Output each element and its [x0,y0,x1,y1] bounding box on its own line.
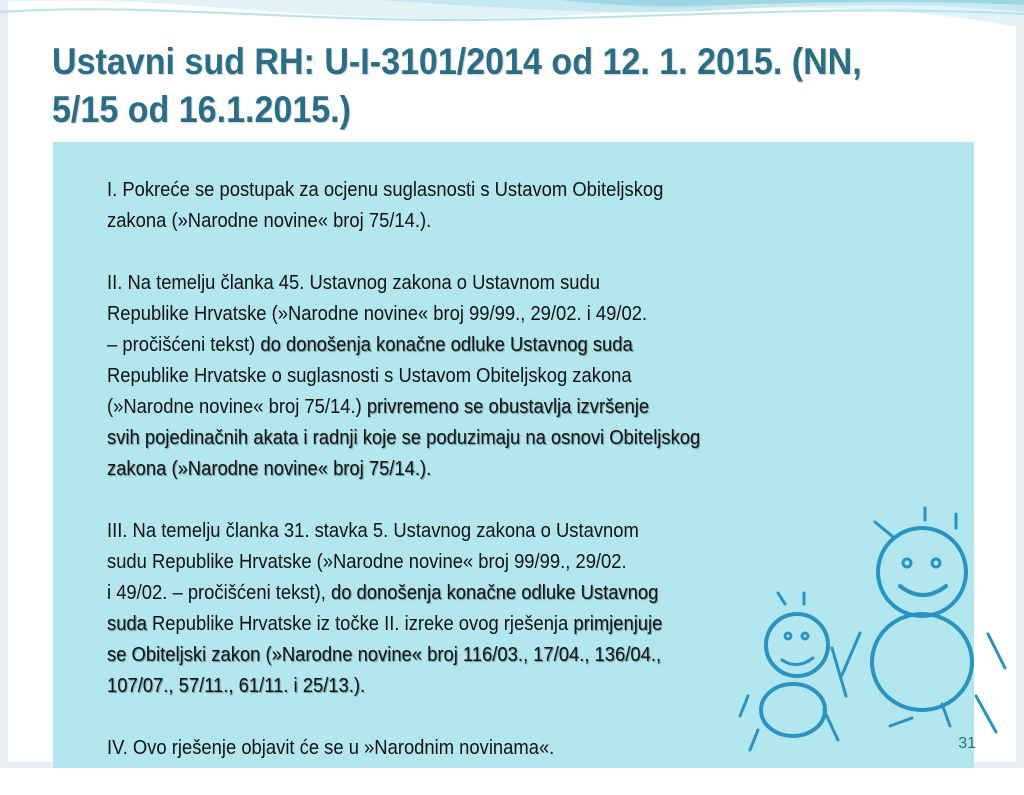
p2-line-7: zakona (»Narodne novine« broj 75/14.). [107,458,432,480]
p2-highlight-2: privremeno se obustavlja izvršenje [366,396,650,418]
p2-line-5 [107,392,751,423]
p2-line-3-text: – pročišćeni tekst) [107,334,261,356]
p3-line-3-text: i 49/02. – pročišćeni tekst), [107,582,331,604]
p3-highlight-1: do donošenja konačne odluke Ustavnog [330,582,659,604]
p2-highlight-1: do donošenja konačne odluke Ustavnog suda [260,334,633,356]
title-line-2: 5/15 od 16.1.2015.) [52,89,351,130]
p1-line-2: zakona (»Narodne novine« broj 75/14.). [107,210,432,232]
smiling-figures-icon [720,500,1020,768]
p2-line-1: II. Na temelju članka 45. Ustavnog zakona o Ustavnom sudu [107,272,600,294]
paragraph-3 [107,516,751,702]
title-line-1: Ustavni sud RH: U-I-3101/2014 od 12. 1. 2015. (NN, [52,41,862,82]
p3-line-4 [107,609,751,640]
p3-line-3 [107,578,751,609]
p3-line-4-text: Republike Hrvatske iz točke II. izreke ovog rješenja [146,613,574,635]
paragraph-2 [107,268,751,485]
p2-line-2: Republike Hrvatske (»Narodne novine« broj 99/99., 29/02. i 49/02. [107,303,648,325]
p2-line-4: Republike Hrvatske o suglasnosti s Ustavom Obiteljskog zakona [107,365,632,387]
page-number: 31 [958,735,976,752]
p3-highlight-3: primjenjuje [573,613,663,635]
p4-line-1: IV. Ovo rješenje objavit će se u »Narodnim novinama«. [107,737,555,759]
p1-line-1: I. Pokreće se postupak za ocjenu suglasnosti s Ustavom Obiteljskog [107,179,664,201]
p2-line-6: svih pojedinačnih akata i radnji koje se poduzimaju na osnovi Obiteljskog [107,427,701,449]
ruling-text [107,175,751,795]
p3-line-6: 107/07., 57/11., 61/11. i 25/13.). [107,675,366,697]
p3-line-5: se Obiteljski zakon (»Narodne novine« broj 116/03., 17/04., 136/04., [107,644,662,666]
page-title [52,38,908,134]
p3-line-2: sudu Republike Hrvatske (»Narodne novine« broj 99/99., 29/02. [107,551,627,573]
p2-line-5-text: (»Narodne novine« broj 75/14.) [107,396,367,418]
p3-highlight-2: suda [107,613,147,635]
paragraph-1 [107,175,751,237]
p2-line-3 [107,330,751,361]
paragraph-4 [107,733,751,764]
left-border [0,0,8,768]
p3-line-1: III. Na temelju članka 31. stavka 5. Ustavnog zakona o Ustavnom [107,520,639,542]
